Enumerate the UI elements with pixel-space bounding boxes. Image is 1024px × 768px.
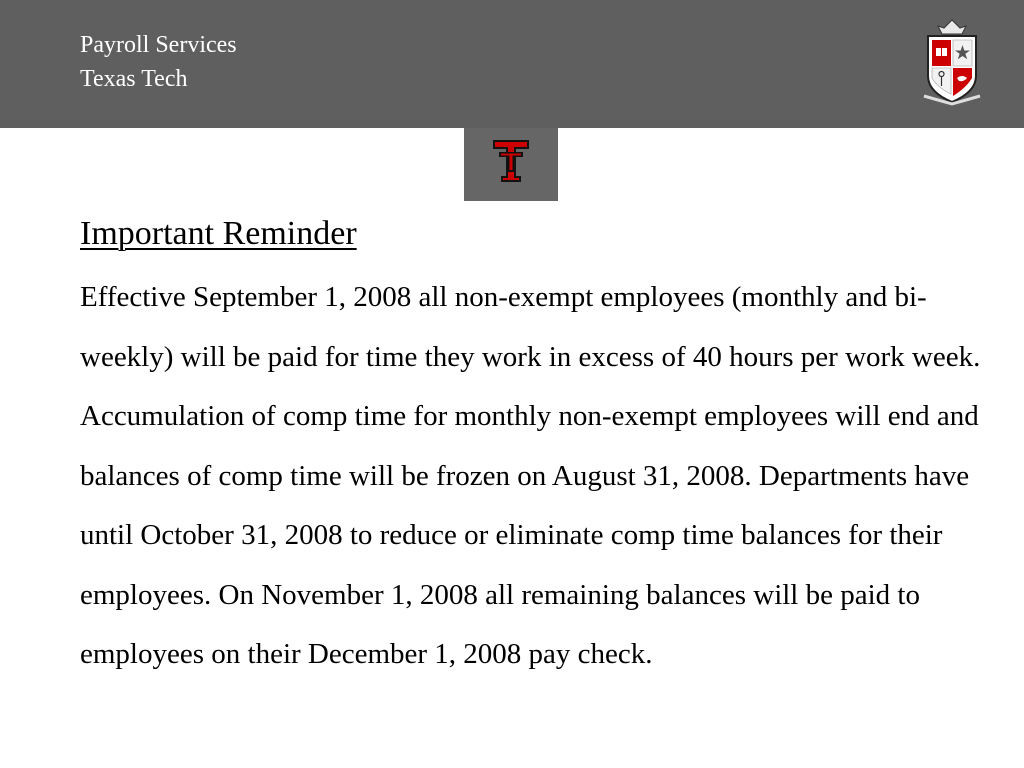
logo-tab — [464, 128, 558, 201]
university-name: Texas Tech — [80, 66, 188, 92]
texas-tech-seal-icon — [918, 16, 986, 106]
department-name: Payroll Services — [80, 32, 237, 58]
double-t-logo-icon — [491, 136, 531, 184]
header-bar — [0, 0, 1024, 128]
reminder-body-text: Effective September 1, 2008 all non-exempt employees (monthly and bi-weekly) will be paid for time they work in excess of 40 hours per work week. Accumulation of comp time for monthly non-exempt employees will end and balances of comp time will be frozen on August 31, 2008. Departments have until October 31, 2008 to reduce or eliminate comp time balances for their employees. On November 1, 2008 all remaining balances will be paid to employees on their December 1, 2008 pay check. — [80, 281, 981, 670]
slide-title: Important Reminder — [80, 215, 357, 252]
